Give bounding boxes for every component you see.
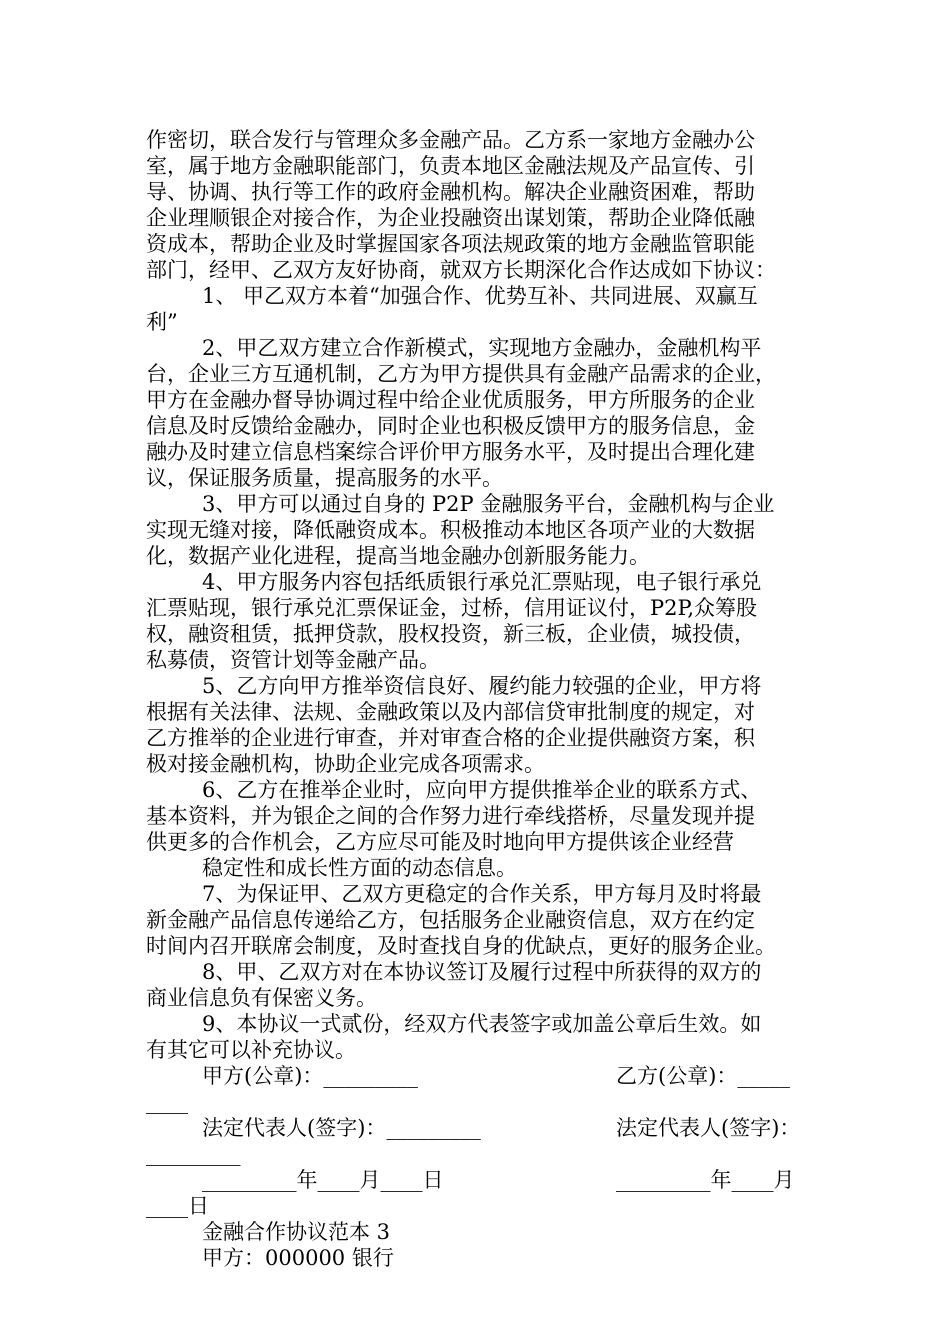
next-agreement-title: 金融合作协议范本 3 [202, 1220, 391, 1244]
clause-4-line: 权，融资租赁，抵押贷款，股权投资，新三板，企业债，城投债， [146, 622, 755, 646]
clause-6-line: 6、乙方在推举企业时，应向甲方提供推举企业的联系方式、 [202, 778, 762, 802]
party-b-date: _________年____月 [616, 1168, 795, 1192]
body-line: 部门，经甲、乙双方友好协商，就双方长期深化合作达成如下协议： [146, 258, 776, 282]
body-line: 室，属于地方金融职能部门，负责本地区金融法规及产品宣传、引 [146, 154, 755, 178]
clause-2-line: 融办及时建立信息档案综合评价甲方服务水平，及时提出合理化建 [146, 440, 755, 464]
clause-1-line: 利” [146, 310, 178, 334]
clause-8-line: 8、甲、乙双方对在本协议签订及履行过程中所获得的双方的 [202, 960, 762, 984]
clause-5-line: 5、乙方向甲方推举资信良好、履约能力较强的企业，甲方将 [202, 674, 762, 698]
clause-2-line: 信息及时反馈给金融办，同时企业也积极反馈甲方的服务信息，金 [146, 414, 755, 438]
party-a-representative: 法定代表人(签字)：_________ [202, 1116, 481, 1140]
body-line: 企业理顺银企对接合作，为企业投融资出谋划策，帮助企业降低融 [146, 206, 755, 230]
clause-5-line: 根据有关法律、法规、金融政策以及内部信贷审批制度的规定，对 [146, 700, 755, 724]
clause-7-line: 时间内召开联席会制度，及时查找自身的优缺点，更好的服务企业。 [146, 934, 776, 958]
clause-2-line: 台，企业三方互通机制，乙方为甲方提供具有金融产品需求的企业， [146, 362, 776, 386]
clause-3-line: 实现无缝对接，降低融资成本。积极推动本地区各项产业的大数据 [146, 518, 755, 542]
clause-4-line: 私募债，资管计划等金融产品。 [146, 648, 440, 672]
clause-1-line: 1、 甲乙双方本着“加强合作、优势互补、共同进展、双赢互 [202, 284, 758, 308]
party-b-representative-continued: _________ [146, 1142, 241, 1166]
clause-7-line: 新金融产品信息传递给乙方，包括服务企业融资信息，双方在约定 [146, 908, 755, 932]
clause-6-line: 基本资料，并为银企之间的合作努力进行牵线搭桥，尽量发现并提 [146, 804, 755, 828]
clause-8-line: 商业信息负有保密义务。 [146, 986, 377, 1010]
clause-5-line: 乙方推举的企业进行审查，并对审查合格的企业提供融资方案，积 [146, 726, 755, 750]
clause-9-line: 9、本协议一式贰份，经双方代表签字或加盖公章后生效。如 [202, 1012, 762, 1036]
clause-6-line: 供更多的合作机会，乙方应尽可能及时地向甲方提供该企业经营 [146, 830, 734, 854]
clause-4-line: 4、甲方服务内容包括纸质银行承兑汇票贴现，电子银行承兑 [202, 570, 762, 594]
clause-3-line: 3、甲方可以通过自身的 P2P 金融服务平台，金融机构与企业 [202, 492, 775, 516]
party-b-representative: 法定代表人(签字)： [616, 1116, 801, 1140]
party-a-seal: 甲方(公章)：_________ [202, 1064, 418, 1088]
body-line: 导、协调、执行等工作的政府金融机构。解决企业融资困难，帮助 [146, 180, 755, 204]
clause-4-line: 汇票贴现，银行承兑汇票保证金，过桥，信用证议付，P2P,众筹股 [146, 596, 758, 620]
party-b-seal: 乙方(公章)：_____ [616, 1064, 790, 1088]
party-b-date-continued: ____日 [146, 1194, 209, 1218]
next-agreement-party-a: 甲方：000000 银行 [202, 1246, 394, 1270]
clause-6-line: 稳定性和成长性方面的动态信息。 [202, 856, 517, 880]
body-line: 资成本，帮助企业及时掌握国家各项法规政策的地方金融监管职能 [146, 232, 755, 256]
clause-2-line: 2、甲乙双方建立合作新模式，实现地方金融办，金融机构平 [202, 336, 762, 360]
clause-2-line: 甲方在金融办督导协调过程中给企业优质服务，甲方所服务的企业 [146, 388, 755, 412]
clause-9-line: 有其它可以补充协议。 [146, 1038, 356, 1062]
clause-2-line: 议，保证服务质量，提高服务的水平。 [146, 466, 503, 490]
clause-7-line: 7、为保证甲、乙双方更稳定的合作关系，甲方每月及时将最 [202, 882, 762, 906]
clause-5-line: 极对接金融机构，协助企业完成各项需求。 [146, 752, 545, 776]
body-line: 作密切，联合发行与管理众多金融产品。乙方系一家地方金融办公 [146, 128, 755, 152]
party-b-seal-continued: ____ [146, 1090, 188, 1114]
clause-3-line: 化，数据产业化进程，提高当地金融办创新服务能力。 [146, 544, 650, 568]
party-a-date: _________年____月____日 [202, 1168, 444, 1192]
